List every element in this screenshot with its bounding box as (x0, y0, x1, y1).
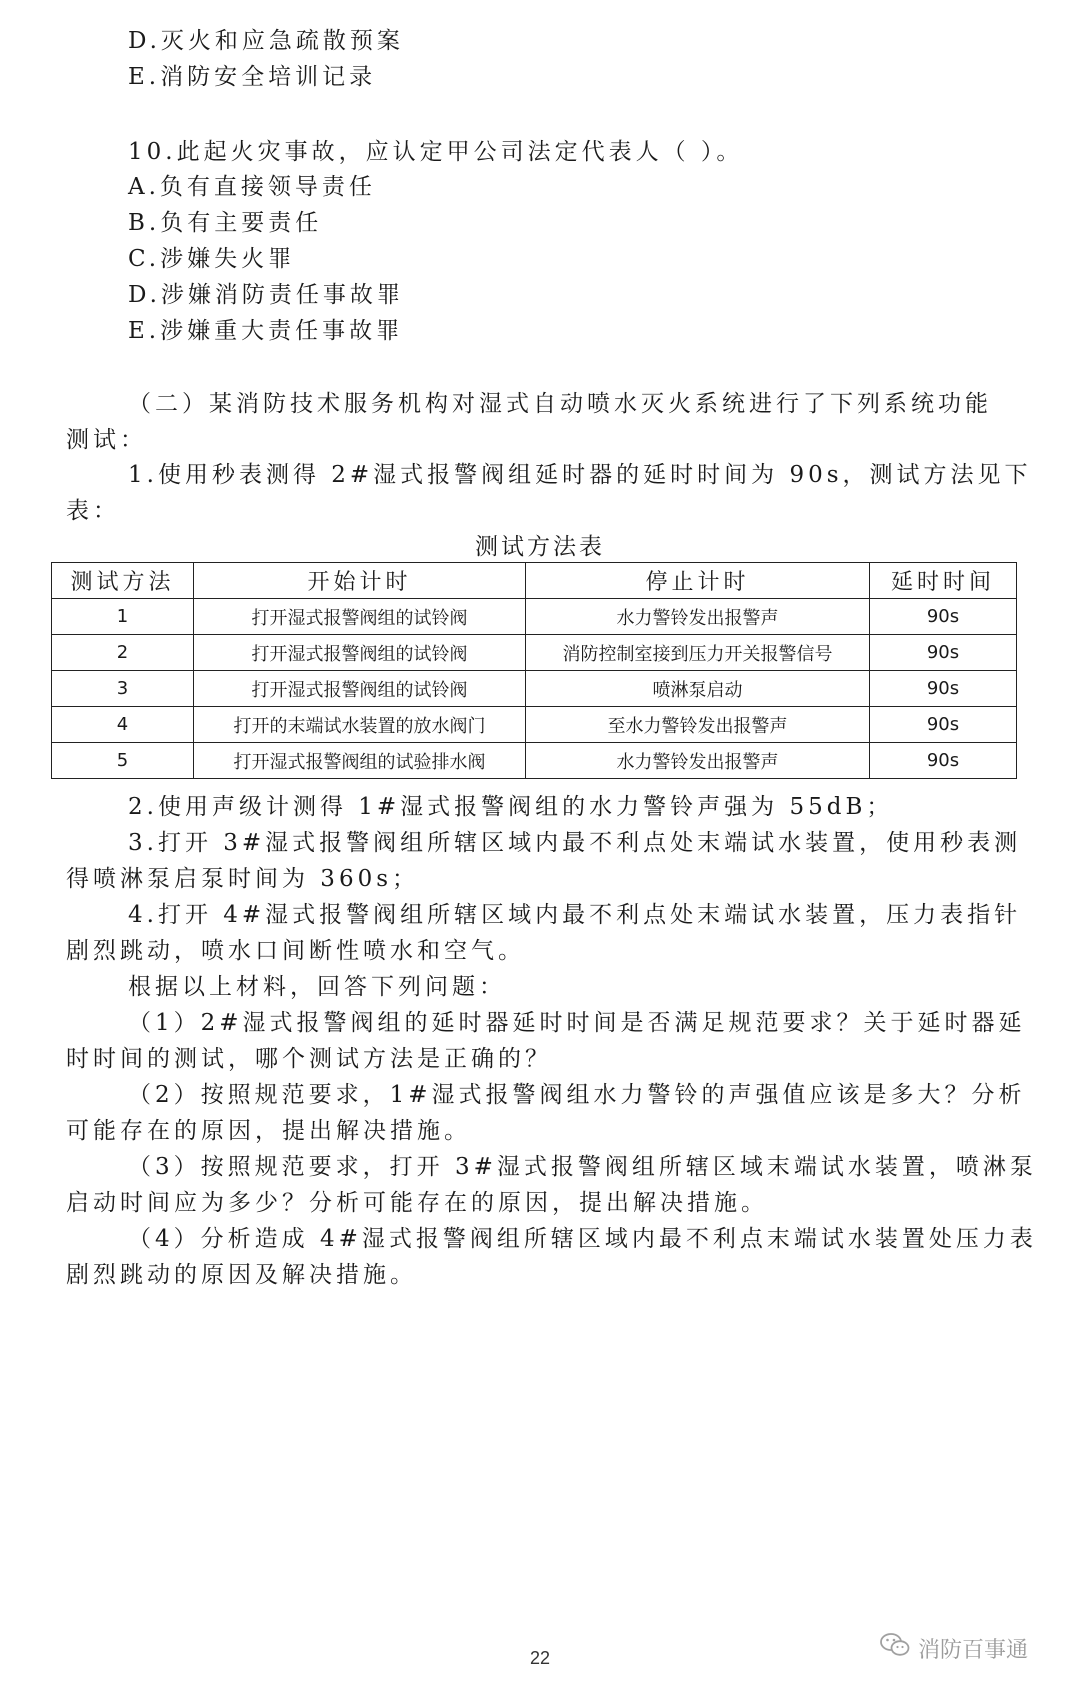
cell-stop: 水力警铃发出报警声 (526, 599, 870, 635)
cell-method: 2 (52, 635, 194, 671)
cell-start: 打开湿式报警阀组的试铃阀 (194, 599, 526, 635)
text-line: A.负有直接领导责任 (128, 174, 376, 200)
cell-method: 1 (52, 599, 194, 635)
text-line: D.灭火和应急疏散预案 (128, 28, 404, 54)
cell-method: 4 (52, 707, 194, 743)
cell-stop: 至水力警铃发出报警声 (526, 707, 870, 743)
header-start-timing: 开始计时 (194, 563, 526, 599)
text-line: 3.打开 3#湿式报警阀组所辖区域内最不利点处末端试水装置，使用秒表测 (128, 830, 1022, 856)
watermark-text: 消防百事通 (918, 1637, 1029, 1663)
table-row (52, 671, 1017, 707)
header-delay-time: 延时时间 (870, 563, 1017, 599)
text-line: 1.使用秒表测得 2#湿式报警阀组延时器的延时时间为 90s，测试方法见下 (128, 462, 1032, 488)
cell-start: 打开湿式报警阀组的试铃阀 (194, 635, 526, 671)
page-number: 22 (529, 1648, 551, 1668)
cell-method: 3 (52, 671, 194, 707)
text-line: B.负有主要责任 (128, 210, 323, 236)
table-row (52, 743, 1017, 779)
text-line: C.涉嫌失火罪 (128, 246, 296, 272)
text-line: 启动时间应为多少？分析可能存在的原因，提出解决措施。 (66, 1190, 768, 1216)
text-line: E.涉嫌重大责任事故罪 (128, 318, 404, 344)
text-line: （3）按照规范要求，打开 3#湿式报警阀组所辖区域末端试水装置，喷淋泵 (128, 1154, 1037, 1180)
test-methods-table (51, 562, 1017, 779)
cell-stop: 消防控制室接到压力开关报警信号 (526, 635, 870, 671)
cell-stop: 喷淋泵启动 (526, 671, 870, 707)
text-line: 可能存在的原因，提出解决措施。 (66, 1118, 471, 1144)
text-line: 测试： (66, 427, 147, 453)
text-line: 4.打开 4#湿式报警阀组所辖区域内最不利点处末端试水装置，压力表指针 (128, 902, 1022, 928)
cell-delay: 90s (870, 599, 1017, 635)
cell-start: 打开湿式报警阀组的试铃阀 (194, 671, 526, 707)
watermark (880, 1632, 1028, 1664)
text-line: 得喷淋泵启泵时间为 360s； (66, 866, 420, 892)
text-line: 2.使用声级计测得 1#湿式报警阀组的水力警铃声强为 55dB； (128, 794, 894, 820)
text-line: 时时间的测试，哪个测试方法是正确的？ (66, 1046, 552, 1072)
text-line: 根据以上材料，回答下列问题： (128, 974, 506, 1000)
text-line: （2）按照规范要求，1#湿式报警阀组水力警铃的声强值应该是多大？分析 (128, 1082, 1026, 1108)
cell-delay: 90s (870, 707, 1017, 743)
header-stop-timing: 停止计时 (526, 563, 870, 599)
table-caption: 测试方法表 (475, 534, 605, 560)
text-line: 剧烈跳动，喷水口间断性喷水和空气。 (66, 938, 525, 964)
cell-delay: 90s (870, 743, 1017, 779)
text-line: （1）2#湿式报警阀组的延时器延时时间是否满足规范要求？关于延时器延 (128, 1010, 1026, 1036)
table-header-row (52, 563, 1017, 599)
cell-delay: 90s (870, 635, 1017, 671)
text-line: （二）某消防技术服务机构对湿式自动喷水灭火系统进行了下列系统功能 (128, 391, 992, 417)
table-row (52, 635, 1017, 671)
cell-delay: 90s (870, 671, 1017, 707)
text-line: E.消防安全培训记录 (128, 64, 377, 90)
table-row (52, 707, 1017, 743)
text-line: （4）分析造成 4#湿式报警阀组所辖区域内最不利点末端试水装置处压力表 (128, 1226, 1037, 1252)
cell-stop: 水力警铃发出报警声 (526, 743, 870, 779)
table-row (52, 599, 1017, 635)
cell-start: 打开湿式报警阀组的试验排水阀 (194, 743, 526, 779)
text-line: 剧烈跳动的原因及解决措施。 (66, 1262, 417, 1288)
wechat-icon (880, 1632, 910, 1664)
header-test-method: 测试方法 (52, 563, 194, 599)
cell-start: 打开的末端试水装置的放水阀门 (194, 707, 526, 743)
text-line: D.涉嫌消防责任事故罪 (128, 282, 404, 308)
text-line: 表： (66, 498, 120, 524)
cell-method: 5 (52, 743, 194, 779)
text-line: 10.此起火灾事故，应认定甲公司法定代表人（ ）。 (128, 139, 744, 165)
